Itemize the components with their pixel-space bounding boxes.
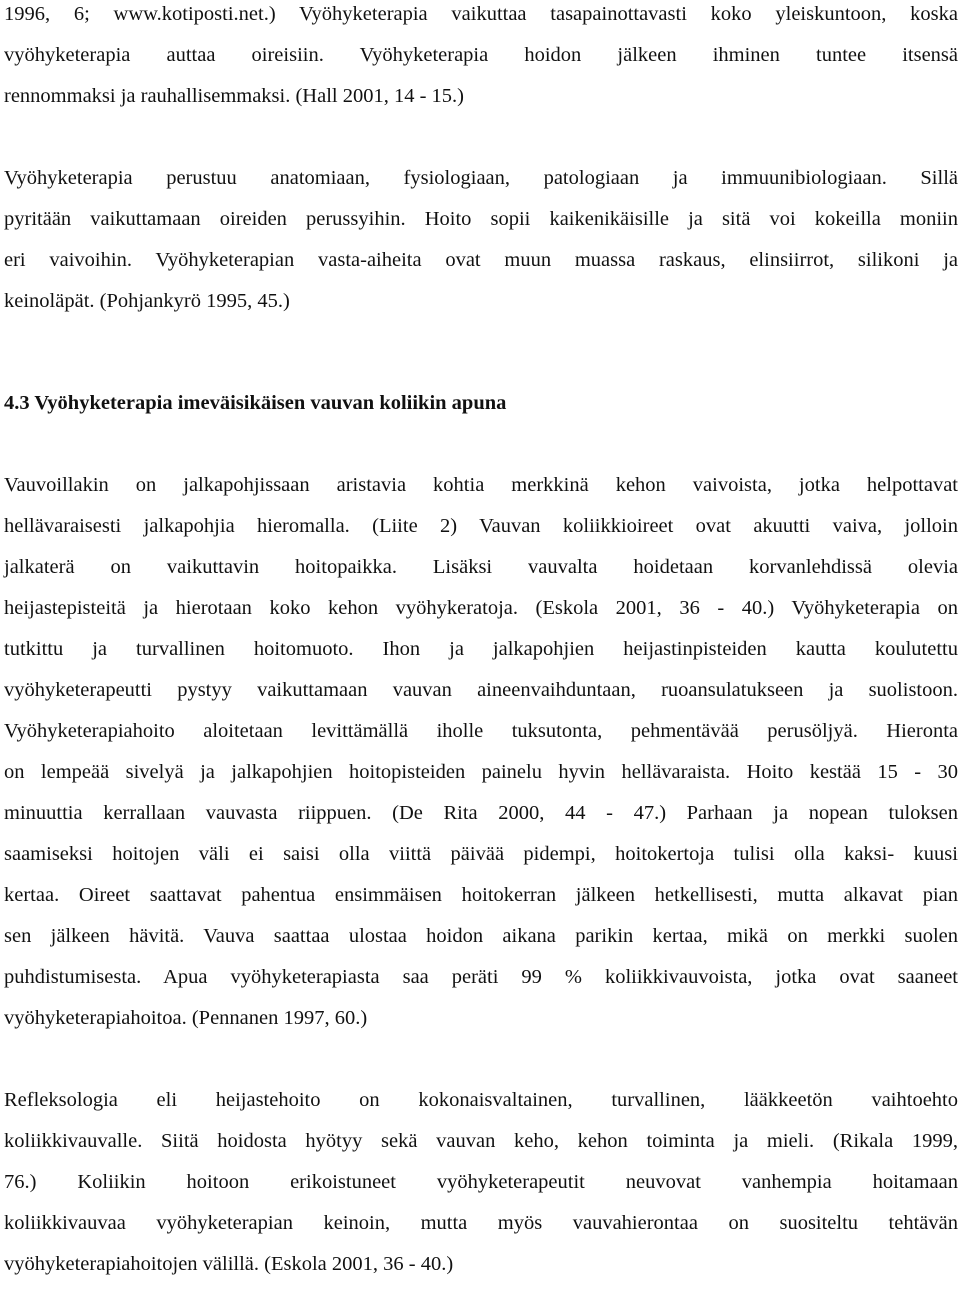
text-line: hellävaraisesti jalkapohjia hieromalla. (Liite 2) Vauvan koliikkioireet ovat akuutti vaiva, jolloin xyxy=(4,515,958,537)
text-line: Vyöhyketerapiahoito aloitetaan levittämällä iholle tuksutonta, pehmentävää perusöljyä. Hieronta xyxy=(4,720,958,742)
text-line: puhdistumisesta. Apua vyöhyketerapiasta saa peräti 99 % koliikkivauvoista, jotka ovat saaneet xyxy=(4,966,958,988)
text-line: kertaa. Oireet saattavat pahentua ensimmäisen hoitokerran jälkeen hetkellisesti, mutta alkavat pian xyxy=(4,884,958,906)
text-line: saamiseksi hoitojen väli ei saisi olla viittä päivää pidempi, hoitokertoja tulisi olla kaksi- kuusi xyxy=(4,843,958,865)
text-line: Vyöhyketerapia perustuu anatomiaan, fysiologiaan, patologiaan ja immuunibiologiaan. Sillä xyxy=(4,167,958,189)
text-line: 1996, 6; www.kotiposti.net.) Vyöhyketerapia vaikuttaa tasapainottavasti koko yleiskuntoon, koska xyxy=(4,3,958,25)
text-line: Vauvoillakin on jalkapohjissaan aristavia kohtia merkkinä kehon vaivoista, jotka helpottavat xyxy=(4,474,958,496)
paragraph-3 xyxy=(4,465,958,1039)
text-line: vyöhyketerapeutti pystyy vaikuttamaan vauvan aineenvaihduntaan, ruoansulatukseen ja suolistoon. xyxy=(4,679,958,701)
text-line: heijastepisteitä ja hierotaan koko kehon vyöhykeratoja. (Eskola 2001, 36 - 40.) Vyöhyketerapia on xyxy=(4,597,958,619)
text-line: 76.) Koliikin hoitoon erikoistuneet vyöhyketerapeutit neuvovat vanhempia hoitamaan xyxy=(4,1171,958,1193)
text-line: pyritään vaikuttamaan oireiden perussyihin. Hoito sopii kaikenikäisille ja sitä voi kokeilla moniin xyxy=(4,208,958,230)
text-line: koliikkivauvalle. Siitä hoidosta hyötyy sekä vauvan keho, kehon toiminta ja mieli. (Rikala 1999, xyxy=(4,1130,958,1152)
text-line: vyöhyketerapia auttaa oireisiin. Vyöhyketerapia hoidon jälkeen ihminen tuntee itsensä xyxy=(4,44,958,66)
paragraph-4 xyxy=(4,1080,958,1285)
text-line: Refleksologia eli heijastehoito on kokonaisvaltainen, turvallinen, lääkkeetön vaihtoehto xyxy=(4,1089,958,1111)
text-line: eri vaivoihin. Vyöhyketerapian vasta-aiheita ovat muun muassa raskaus, elinsiirrot, silikoni ja xyxy=(4,249,958,271)
text-line: vyöhyketerapiahoitojen välillä. (Eskola 2001, 36 - 40.) xyxy=(4,1253,454,1275)
text-line: keinoläpät. (Pohjankyrö 1995, 45.) xyxy=(4,290,290,312)
text-line: vyöhyketerapiahoitoa. (Pennanen 1997, 60.) xyxy=(4,1007,368,1029)
text-line: on lempeää sivelyä ja jalkapohjien hoitopisteiden painelu hyvin hellävaraista. Hoito kestää 15 - 30 xyxy=(4,761,958,783)
text-line: koliikkivauvaa vyöhyketerapian keinoin, mutta myös vauvahierontaa on suositeltu tehtävän xyxy=(4,1212,958,1234)
paragraph-2 xyxy=(4,158,958,322)
text-line: jalkaterä on vaikuttavin hoitopaikka. Lisäksi vauvalta hoidetaan korvanlehdissä olevia xyxy=(4,556,958,578)
paragraph-1 xyxy=(4,0,958,117)
document-page xyxy=(4,0,958,1285)
text-line: sen jälkeen hävitä. Vauva saattaa ulostaa hoidon aikana parikin kertaa, mikä on merkki suolen xyxy=(4,925,958,947)
text-line: minuuttia kerrallaan vauvasta riippuen. (De Rita 2000, 44 - 47.) Parhaan ja nopean tuloksen xyxy=(4,802,958,824)
text-line: rennommaksi ja rauhallisemmaksi. (Hall 2001, 14 - 15.) xyxy=(4,85,465,107)
section-heading: 4.3 Vyöhyketerapia imeväisikäisen vauvan koliikin apuna xyxy=(4,392,507,414)
text-line: tutkittu ja turvallinen hoitomuoto. Ihon ja jalkapohjien heijastinpisteiden kautta koulutettu xyxy=(4,638,958,660)
